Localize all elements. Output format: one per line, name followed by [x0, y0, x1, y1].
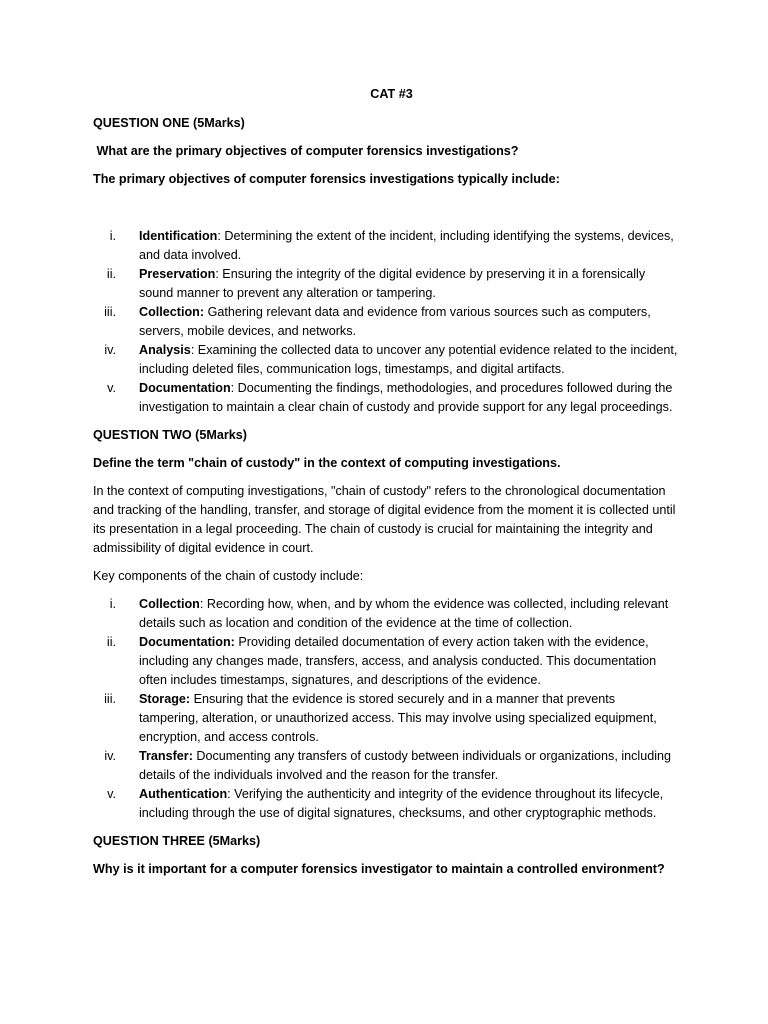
- list-item-number: iv.: [104, 749, 116, 763]
- question-one-heading: QUESTION ONE (5Marks): [93, 116, 245, 130]
- list-item-term: Storage:: [139, 692, 191, 706]
- question-one-text: What are the primary objectives of computer forensics investigations?: [93, 144, 519, 158]
- list-item-term: Documentation: [139, 381, 231, 395]
- list-item: [93, 785, 678, 823]
- chain-of-custody-intro: Key components of the chain of custody include:: [93, 569, 364, 583]
- list-item-text: Recording how, when, and by whom the evidence was collected, including relevant details such as location and condition of the evidence at the time of collection.: [139, 597, 669, 630]
- list-item-term: Documentation:: [139, 635, 235, 649]
- list-item-term: Preservation: [139, 267, 216, 281]
- list-item-separator: :: [215, 267, 219, 281]
- list-item: [93, 747, 678, 785]
- custody-components-list: [93, 595, 678, 823]
- question-three-heading: QUESTION THREE (5Marks): [93, 834, 261, 848]
- list-item: [93, 379, 678, 417]
- list-item-number: v.: [107, 787, 116, 801]
- list-item-separator: :: [199, 597, 204, 611]
- list-item-number: iii.: [104, 692, 116, 706]
- list-item-term: Authentication: [139, 787, 228, 801]
- list-item-separator: :: [190, 343, 195, 357]
- document-body: [93, 85, 678, 879]
- list-item-term: Identification: [139, 229, 218, 243]
- list-item: [93, 265, 678, 303]
- objectives-list: [93, 227, 678, 417]
- list-item-text: Documenting any transfers of custody between individuals or organizations, including details of the individuals involved and the reason for the transfer.: [139, 749, 672, 782]
- list-item-number: i.: [109, 229, 116, 243]
- list-item-term: Transfer:: [139, 749, 193, 763]
- list-item-separator: :: [217, 229, 221, 243]
- list-item-number: i.: [109, 597, 116, 611]
- list-item: [93, 595, 678, 633]
- question-two-text: Define the term "chain of custody" in the context of computing investigations.: [93, 456, 561, 470]
- list-item: [93, 227, 678, 265]
- list-item-text: Ensuring that the evidence is stored securely and in a manner that prevents tampering, alteration, or unauthorized access. This may involve using specialized equipment, encryption, and access controls.: [139, 692, 657, 744]
- list-item-term: Collection: [139, 597, 200, 611]
- list-item: [93, 633, 678, 690]
- list-item: [93, 690, 678, 747]
- list-item-text: Documenting the findings, methodologies, and procedures followed during the investigation to maintain a clear chain of custody and provide support for any legal proceedings.: [139, 381, 673, 414]
- list-item-text: Examining the collected data to uncover any potential evidence related to the incident, including deleted files, communication logs, timestamps, and digital artifacts.: [139, 343, 678, 376]
- list-item-number: iii.: [104, 305, 116, 319]
- document-title: CAT #3: [370, 87, 413, 101]
- list-item-number: ii.: [106, 635, 116, 649]
- list-item-term: Collection:: [139, 305, 205, 319]
- list-item: [93, 341, 678, 379]
- list-item: [93, 303, 678, 341]
- list-item-text: Verifying the authenticity and integrity of the evidence throughout its lifecycle, including through the use of digital signatures, checksums, and other cryptographic methods.: [139, 787, 664, 820]
- list-item-separator: :: [227, 787, 231, 801]
- question-two-answer: In the context of computing investigations, "chain of custody" refers to the chronological documentation and tracking of the handling, transfer, and storage of digital evidence from the moment it is collected until its presentation in a legal proceeding. The chain of custody is crucial for maintaining the integrity and admissibility of digital evidence in court.: [93, 484, 676, 555]
- question-three-text: Why is it important for a computer forensics investigator to maintain a controlled environment?: [93, 862, 665, 876]
- list-item-term: Analysis: [139, 343, 191, 357]
- list-item-text: Gathering relevant data and evidence from various sources such as computers, servers, mobile devices, and networks.: [139, 305, 651, 338]
- list-item-number: v.: [107, 381, 116, 395]
- list-item-text: Providing detailed documentation of every action taken with the evidence, including any changes made, transfers, access, and analysis conducted. This documentation often includes timestamps, signatures, and descriptions of the evidence.: [139, 635, 657, 687]
- list-item-text: Ensuring the integrity of the digital evidence by preserving it in a forensically sound manner to prevent any alteration or tampering.: [139, 267, 646, 300]
- question-one-answer-intro: The primary objectives of computer forensics investigations typically include:: [93, 172, 560, 186]
- list-item-number: ii.: [106, 267, 116, 281]
- list-item-text: Determining the extent of the incident, including identifying the systems, devices, and data involved.: [139, 229, 674, 262]
- list-item-number: iv.: [104, 343, 116, 357]
- question-two-heading: QUESTION TWO (5Marks): [93, 428, 247, 442]
- list-item-separator: :: [230, 381, 235, 395]
